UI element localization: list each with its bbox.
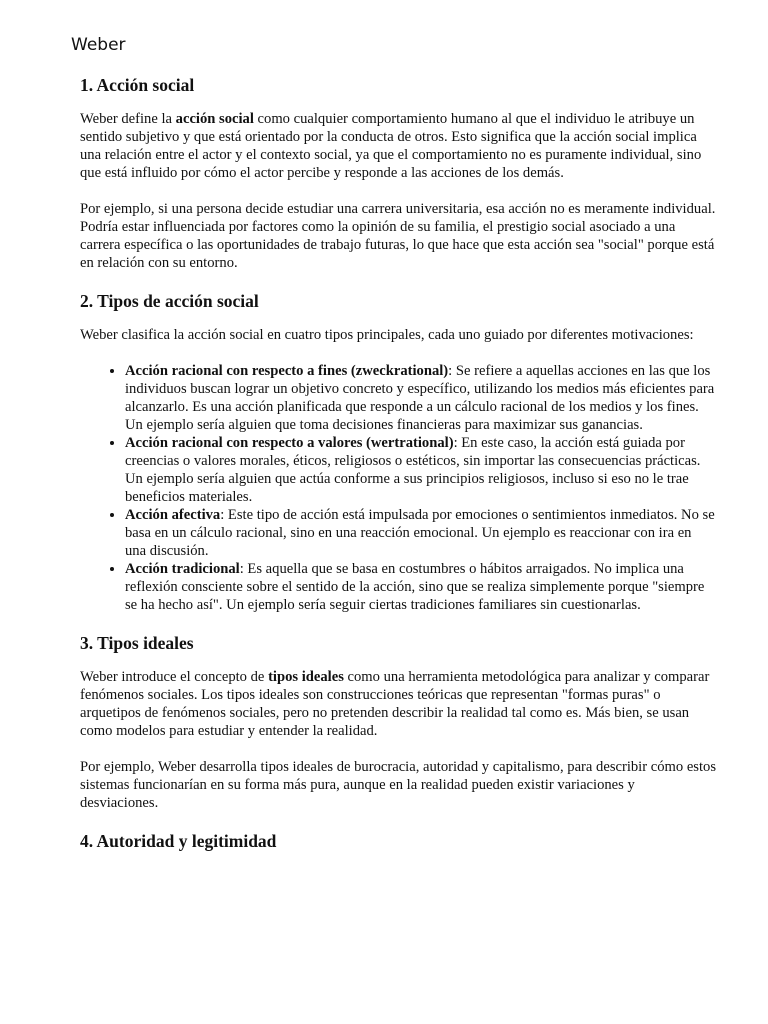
bullet-list <box>80 362 716 614</box>
list-item <box>125 560 716 614</box>
text-run: Weber introduce el concepto de <box>80 669 269 685</box>
section-accion-social <box>80 74 716 272</box>
bold-term: acción social <box>175 111 254 127</box>
section-heading: 4. Autoridad y legitimidad <box>80 831 277 851</box>
text-run: : Este tipo de acción está impulsada por emociones o sentimientos inmediatos. No se basa en un cálculo racional, sino en una reacción emocional. Un ejemplo es reaccionar con ira en una discusión. <box>125 507 715 559</box>
paragraph: Por ejemplo, si una persona decide estudiar una carrera universitaria, esa acción no es meramente individual. Podría estar influenciada por factores como la opinión de su familia, el prestigio social asociado a una carrera específica o las oportunidades de trabajo futuras, lo que hace que esta acción sea "social" porque está en relación con su entorno. <box>80 201 716 271</box>
document-title: Weber <box>71 35 126 55</box>
text-run: : En este caso, la acción está guiada por creencias o valores morales, éticos, religiosos o estéticos, sin importar las consecuencias prácticas. Un ejemplo sería alguien que actúa conforme a sus principios religiosos, incluso si eso no le trae beneficios materiales. <box>125 435 701 505</box>
text-run: : Es aquella que se basa en costumbres o hábitos arraigados. No implica una reflexión consciente sobre el sentido de la acción, sino que se realiza simplemente porque "siempre se ha hecho así". Un ejemplo sería seguir ciertas tradiciones familiares sin cuestionarlas. <box>125 561 705 613</box>
paragraph <box>80 668 716 740</box>
section-heading: 1. Acción social <box>80 75 195 95</box>
paragraph: Weber clasifica la acción social en cuatro tipos principales, cada uno guiado por diferentes motivaciones: <box>80 327 694 343</box>
section-heading: 2. Tipos de acción social <box>80 291 259 311</box>
text-run: como cualquier comportamiento humano al que el individuo le atribuye un sentido subjetivo y que está orientado por la conducta de otros. Esto significa que la acción social implica una relación entre el actor y el contexto social, ya que el comportamiento no es puramente individual, sino que está influido por cómo el actor percibe y responde a las acciones de los demás. <box>80 111 702 181</box>
bold-term: tipos ideales <box>268 669 344 685</box>
paragraph: Por ejemplo, Weber desarrolla tipos ideales de burocracia, autoridad y capitalismo, para describir cómo estos sistemas funcionarían en su forma más pura, aunque en la realidad pueden existir variaciones y desviaciones. <box>80 759 717 811</box>
section-tipos-ideales <box>80 632 716 812</box>
text-run: : Se refiere a aquellas acciones en las que los individuos buscan lograr un objetivo concreto y específico, utilizando los medios más eficientes para alcanzarlo. Es una acción planificada que responde a un cálculo racional de los medios y los fines. Un ejemplo sería alguien que toma decisiones financieras para maximizar sus ganancias. <box>125 363 715 433</box>
paragraph <box>80 110 716 182</box>
bold-term: Acción tradicional <box>125 561 240 577</box>
section-autoridad-legitimidad <box>80 830 716 852</box>
text-run: como una herramienta metodológica para analizar y comparar fenómenos sociales. Los tipos ideales son construcciones teóricas que representan "formas puras" o arquetipos de fenómenos sociales, pero no pretenden describir la realidad tal como es. Más bien, se usan como modelos para estudiar y entender la realidad. <box>80 669 710 739</box>
document-body <box>80 74 716 866</box>
list-item <box>125 434 716 506</box>
section-tipos-accion-social <box>80 290 716 614</box>
list-item <box>125 362 716 434</box>
section-heading: 3. Tipos ideales <box>80 633 194 653</box>
list-item <box>125 506 716 560</box>
bold-term: Acción racional con respecto a valores (wertrational) <box>125 435 454 451</box>
bold-term: Acción racional con respecto a fines (zweckrational) <box>125 363 449 379</box>
text-run: Weber define la <box>80 111 176 127</box>
bold-term: Acción afectiva <box>125 507 221 523</box>
